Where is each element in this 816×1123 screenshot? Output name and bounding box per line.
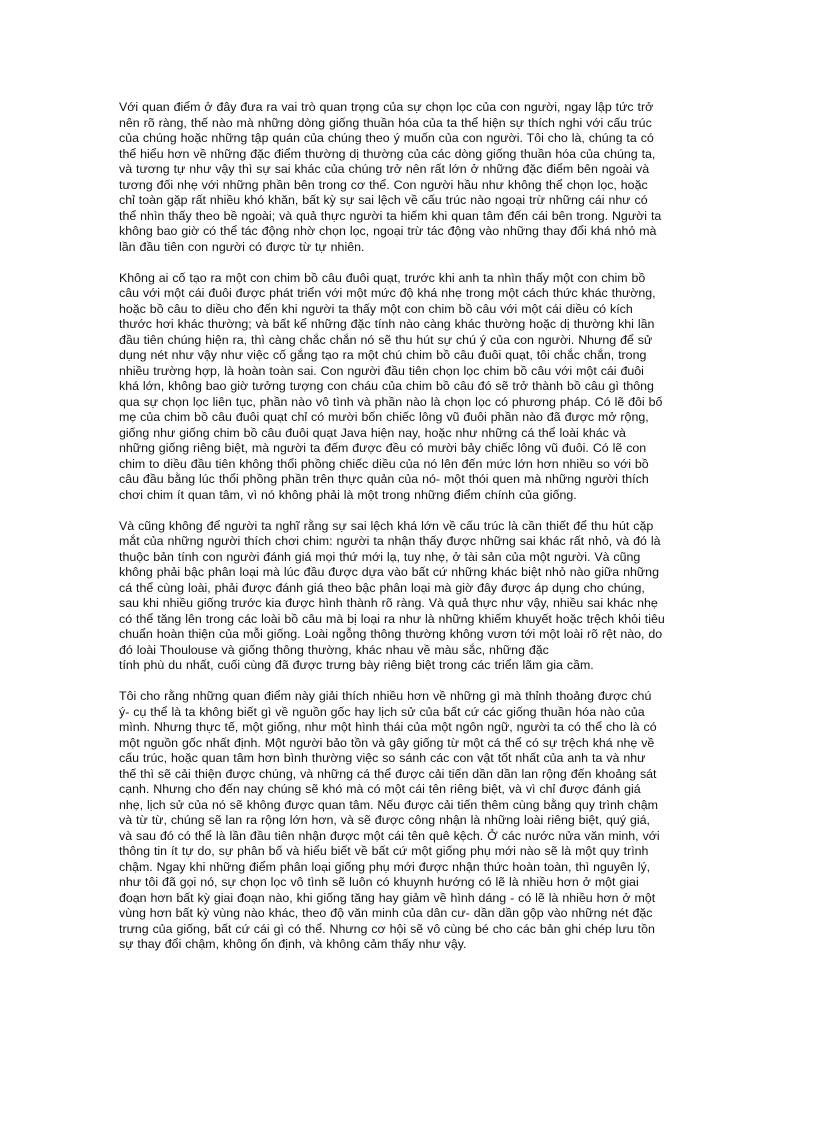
text-line: thước hơi khác thường; và bất kể những đặc tính nào càng khác thường hoặc dị thường khi lần <box>119 317 655 331</box>
text-line: đoạn hơn bất kỳ giai đoạn nào, khi giống tăng hay giảm về hình dáng - có lẽ là nhiều hơn ở một <box>119 890 656 905</box>
paragraph-3 <box>119 519 701 674</box>
text-line: đầu tiên chúng hiện ra, thì càng chắc chắn nó sẽ thu hút sự chú ý của con người. Nhưng để sử <box>119 332 653 347</box>
text-line: của chúng hoặc những tập quán của chúng theo ý muốn của con người. Tôi cho là, chúng ta có <box>119 131 654 145</box>
text-line: và từ từ, chúng sẽ lan ra rộng lớn hơn, và sẽ được công nhận là những loài riêng biệt, quý giá, <box>119 813 650 827</box>
text-line: Tôi cho rằng những quan điểm này giải thích nhiều hơn về những gì mà thỉnh thoảng được chú <box>119 689 652 703</box>
text-line: chỉ toàn gặp rất nhiều khó khăn, bất kỳ sự sai lệch về cấu trúc nào ngoại trừ những cái như có <box>119 193 648 207</box>
paragraph-2 <box>119 271 701 504</box>
text-line: trưng của giống, bất cứ cái gì có thể. Nhưng cơ hội sẽ vô cùng bé cho các bản ghi chép lưu tồn <box>119 921 655 936</box>
text-line: vùng hơn bất kỳ vùng nào khác, theo độ văn minh của dân cư- dần dần gộp vào những nét đặc <box>119 906 653 920</box>
text-line: cá thể cùng loài, phải được đánh giá theo bậc phân loại mà giờ đây được áp dụng cho chúng, <box>119 580 645 595</box>
text-line: nên rõ ràng, thế nào mà những dòng giống thuần hóa của ta thể hiện sự thích nghi với cấu trúc <box>119 115 652 130</box>
document-page <box>119 100 701 953</box>
text-line: cạnh. Nhưng cho đến nay chúng sẽ khó mà có một cái tên riêng biệt, và vì chỉ được đánh giá <box>119 782 641 796</box>
text-line: chim to diều đầu tiên không thổi phồng chiếc diều của nó lên đến mức lớn hơn nhiều so với bồ <box>119 456 649 471</box>
text-line: thế thì sẽ cải thiện được chúng, và những cá thể được cải tiến dần dần lan rộng đến khoảng sát <box>119 766 657 781</box>
text-line: giống như giống chim bồ câu đuôi quạt Java hiện nay, hoặc như những cá thể loài khác và <box>119 425 626 440</box>
text-line: dụng nét như vậy như việc cố gắng tạo ra một chú chim bồ câu đuôi quạt, tôi chắc chắn, trong <box>119 348 647 362</box>
text-line: mẹ của chim bồ câu đuôi quạt chỉ có mười bốn chiếc lông vũ đuôi phần nào đã được mở rộng, <box>119 410 649 424</box>
text-line: mắt của những người thích chơi chim: người ta nhận thấy được những sai khác rất nhỏ, và đó là <box>119 534 661 548</box>
text-line: tính phù du nhất, cuối cùng đã được trưng bày riêng biệt trong các triển lãm gia cầm. <box>119 658 594 672</box>
text-line: như tôi đã gọi nó, sự chọn lọc vô tình sẽ luôn có khuynh hướng có lẽ là nhiều hơn ở một giai <box>119 875 639 889</box>
text-line: sau khi nhiều giống trước kia được hình thành rõ ràng. Và quả thực như vậy, nhiều sai khác nhẹ <box>119 596 658 610</box>
text-line: chậm. Ngay khi những điểm phân loại giống phụ mới được nhận thức hoàn toàn, thì nguyên lý, <box>119 859 651 874</box>
text-line: khá lớn, không bao giờ tưởng tượng con cháu của chim bồ câu đó sẽ trở thành bồ câu gì thông <box>119 379 654 393</box>
text-line: mình. Nhưng thực tế, một giống, như một hình thái của một ngôn ngữ, người ta có thể cho là có <box>119 720 657 734</box>
text-line: Với quan điểm ở đây đưa ra vai trò quan trọng của sự chọn lọc của con người, ngay lập tức trở <box>119 100 654 114</box>
text-line: lần đầu tiên con người có được từ tự nhiên. <box>119 239 365 254</box>
text-line: và sau đó có thể là lần đầu tiên nhận được một cái tên quê kệch. Ở các nước nửa văn minh, với <box>119 828 660 843</box>
text-line: sự thay đổi chậm, không ổn định, và không cảm thấy như vậy. <box>119 937 467 951</box>
text-line: đó loài Thoulouse và giống thông thường, khác nhau về màu sắc, những đặc <box>119 642 549 657</box>
text-line: không phải bậc phân loại mà lúc đầu được dựa vào bất cứ những khác biệt nhỏ nào giữa những <box>119 565 659 579</box>
text-line: một nguồn gốc nhất định. Một người bảo tồn và gây giống từ một cá thể có sự trệch khá nhẹ về <box>119 735 655 750</box>
text-line: thể nhìn thấy theo bề ngoài; và quả thực người ta hiếm khi quan tâm đến cái bên trong. Người ta <box>119 208 662 223</box>
text-line: thông tin ít tự do, sự phân bố và hiểu biết về bất cứ một giống phụ mới nào sẽ là một quy trình <box>119 844 649 858</box>
text-line: nhẹ, lịch sử của nó sẽ không được quan tâm. Nếu được cải tiến thêm cùng bằng quy trình chậm <box>119 797 658 812</box>
text-line: ý- cụ thể là ta không biết gì về nguồn gốc hay lịch sử của bất cứ các giống thuần hóa nào của <box>119 704 645 719</box>
text-line: có thể tăng lên trong các loài bồ câu mà bị loại ra như là những khiếm khuyết hoặc trệch khỏi tiêu <box>119 611 665 626</box>
paragraph-1 <box>119 100 701 255</box>
text-line: Và cũng không để người ta nghĩ rằng sự sai lệch khá lớn về cấu trúc là cần thiết để thu hút cặp <box>119 518 654 533</box>
text-line: cấu trúc, hoặc quan tâm hơn bình thường việc so sánh các con vật tốt nhất của anh ta và như <box>119 751 646 765</box>
text-line: chơi chim ít quan tâm, vì nó không phải là một trong những điểm chính của giống. <box>119 487 577 502</box>
text-line: câu với một cái đuôi được phát triển với một mức độ khá nhẹ trong một cách thức khác thường, <box>119 286 656 300</box>
text-line: không bao giờ có thể tác động nhờ chọn lọc, ngoại trừ tác động vào những thay đổi khá nhỏ mà <box>119 224 657 238</box>
text-line: thể hiểu hơn về những đặc điểm thường dị thường của các dòng giống thuần hóa của chúng ta, <box>119 146 656 161</box>
text-line: hoặc bồ câu to diều cho đến khi người ta thấy một con chim bồ câu với một cái diều có kích <box>119 301 633 316</box>
text-line: những giống riêng biệt, mà người ta đếm được đều có mười bảy chiếc lông vũ đuôi. Có lẽ con <box>119 441 647 455</box>
text-line: qua sự chọn lọc liên tục, phần nào vô tình và phần nào là chọn lọc có phương pháp. Có lẽ đôi bố <box>119 394 663 409</box>
text-line: nhiều trường hợp, là hoàn toàn sai. Con người đầu tiên chọn lọc chim bồ câu với một cái đuôi <box>119 363 644 378</box>
text-line: và tương tự như vậy thì sự sai khác của chúng trở nên rất lớn ở những đặc điểm bên ngoài và <box>119 162 650 176</box>
text-line: câu đầu bằng lúc thổi phồng phần trên thực quản của nó- một thói quen mà những người thích <box>119 472 649 486</box>
paragraph-4 <box>119 689 701 953</box>
text-line: tương đối nhẹ với những phần bên trong cơ thể. Con người hầu như không thể chọn lọc, hoặc <box>119 177 648 192</box>
text-line: Không ai cố tạo ra một con chim bồ câu đuôi quạt, trước khi anh ta nhìn thấy một con chim bồ <box>119 270 646 285</box>
text-line: thuộc bản tính con người đánh giá mọi thứ mới lạ, tuy nhẹ, ở tài sản của một người. Và cũng <box>119 549 641 564</box>
text-line: chuẩn hoàn thiện của mỗi giống. Loài ngỗng thông thường không vươn tới một loài rõ rệt nào, do <box>119 627 663 641</box>
